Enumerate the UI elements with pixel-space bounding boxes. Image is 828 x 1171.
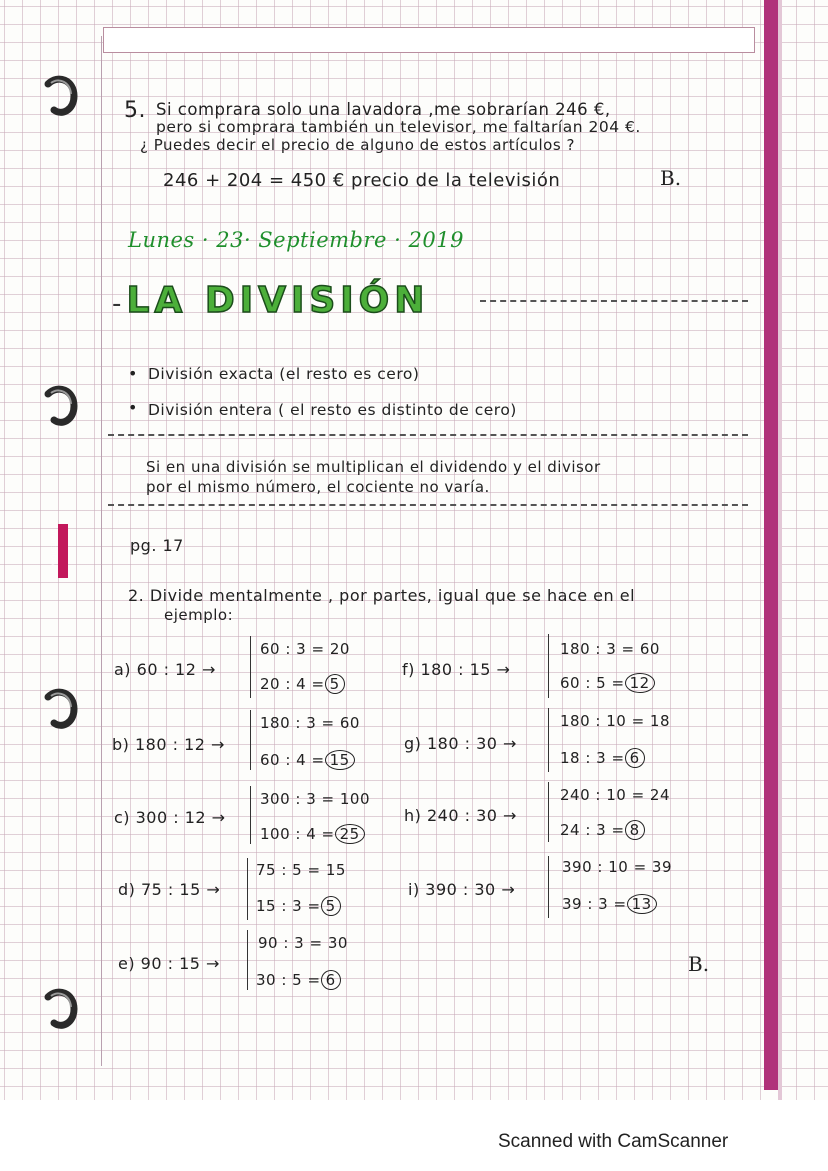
circled-result: 12 (625, 673, 655, 693)
bracket-line (548, 634, 549, 698)
problem-answer: 246 + 204 = 450 € precio de la televisión (163, 170, 561, 191)
binder-ring-icon (44, 380, 78, 430)
exercise-step-1: 300 : 3 = 100 (260, 790, 370, 808)
date-heading: Lunes · 23· Septiembre · 2019 (128, 228, 464, 252)
title-dash: - (112, 289, 122, 319)
exercise-step-2 (256, 970, 341, 990)
exercise-step-2 (260, 674, 345, 694)
exercise-item-label: b) 180 : 12 → (112, 735, 225, 754)
bracket-line (247, 858, 248, 920)
exercise-step-2 (560, 820, 645, 840)
circled-result: 15 (325, 750, 355, 770)
page-reference: pg. 17 (130, 536, 184, 555)
bracket-line (548, 708, 549, 772)
exercise-step-2 (260, 824, 365, 844)
step-2-text: 30 : 5 = (256, 971, 321, 989)
problem-line-1: Si comprara solo una lavadora ,me sobrarían 246 €, (156, 100, 611, 119)
exercise-statement-1: 2. Divide mentalmente , por partes, igual que se hace en el (128, 586, 636, 605)
exercise-step-1: 240 : 10 = 24 (560, 786, 670, 804)
exercise-item-label: e) 90 : 15 → (118, 954, 220, 973)
circled-result: 5 (321, 896, 341, 916)
teacher-signature: B. (660, 166, 682, 190)
binder-ring-icon (44, 683, 78, 733)
property-line-2: por el mismo número, el cociente no varía. (146, 478, 490, 496)
exercise-item-label: i) 390 : 30 → (408, 880, 516, 899)
section-divider (108, 504, 748, 506)
bracket-line (250, 636, 251, 698)
problem-line-2: pero si comprara también un televisor, me faltarían 204 €. (156, 118, 641, 136)
circled-result: 6 (625, 748, 645, 768)
binder-ring-icon (44, 70, 78, 120)
circled-result: 8 (625, 820, 645, 840)
exercise-step-2 (562, 894, 657, 914)
bullet-exact: División exacta (el resto es cero) (148, 365, 420, 383)
step-2-text: 18 : 3 = (560, 749, 625, 767)
exercise-step-2 (560, 748, 645, 768)
bracket-line (548, 782, 549, 842)
exercise-step-2 (260, 750, 355, 770)
bullet-integer: División entera ( el resto es distinto de cero) (148, 401, 517, 419)
property-line-1: Si en una división se multiplican el dividendo y el divisor (146, 458, 601, 476)
step-2-text: 15 : 3 = (256, 897, 321, 915)
exercise-step-1: 75 : 5 = 15 (256, 861, 346, 879)
binder-ring-icon (44, 983, 78, 1033)
exercise-item-label: a) 60 : 12 → (114, 660, 216, 679)
step-2-text: 39 : 3 = (562, 895, 627, 913)
step-2-text: 24 : 3 = (560, 821, 625, 839)
bracket-line (548, 856, 549, 918)
binder-brand-tag (51, 524, 68, 578)
binder-edge-shadow (778, 0, 782, 1100)
title-text: LA DIVISIÓN (126, 280, 430, 321)
binder-edge (764, 0, 778, 1090)
bracket-line (247, 930, 248, 990)
exercise-statement-2: ejemplo: (164, 606, 234, 624)
exercise-step-1: 60 : 3 = 20 (260, 640, 350, 658)
scanner-watermark: Scanned with CamScanner (498, 1131, 729, 1152)
exercise-step-1: 390 : 10 = 39 (562, 858, 672, 876)
margin-line (101, 36, 102, 1066)
circled-result: 25 (335, 824, 365, 844)
exercise-step-1: 180 : 3 = 60 (260, 714, 360, 732)
exercise-item-label: d) 75 : 15 → (118, 880, 221, 899)
step-2-text: 60 : 4 = (260, 751, 325, 769)
step-2-text: 60 : 5 = (560, 674, 625, 692)
exercise-item-label: c) 300 : 12 → (114, 808, 226, 827)
bracket-line (250, 710, 251, 770)
bullet-mark: • (128, 364, 138, 383)
exercise-step-2 (256, 896, 341, 916)
exercise-step-1: 180 : 10 = 18 (560, 712, 670, 730)
page-title (112, 280, 429, 321)
problem-line-3: ¿ Puedes decir el precio de alguno de estos artículos ? (140, 136, 575, 154)
problem-number: 5. (124, 98, 146, 123)
bracket-line (250, 786, 251, 844)
exercise-step-1: 90 : 3 = 30 (258, 934, 348, 952)
circled-result: 5 (325, 674, 345, 694)
section-divider (108, 434, 748, 436)
exercise-step-2 (560, 673, 655, 693)
exercise-item-label: h) 240 : 30 → (404, 806, 517, 825)
circled-result: 6 (321, 970, 341, 990)
step-2-text: 100 : 4 = (260, 825, 335, 843)
teacher-signature: B. (688, 952, 710, 976)
circled-result: 13 (627, 894, 657, 914)
bullet-mark: • (128, 398, 138, 417)
header-box (103, 27, 755, 53)
exercise-item-label: g) 180 : 30 → (404, 734, 517, 753)
step-2-text: 20 : 4 = (260, 675, 325, 693)
title-underline (480, 300, 748, 302)
binder-brand-text: MIQUELRIUS (51, 528, 59, 567)
exercise-step-1: 180 : 3 = 60 (560, 640, 660, 658)
exercise-item-label: f) 180 : 15 → (402, 660, 511, 679)
